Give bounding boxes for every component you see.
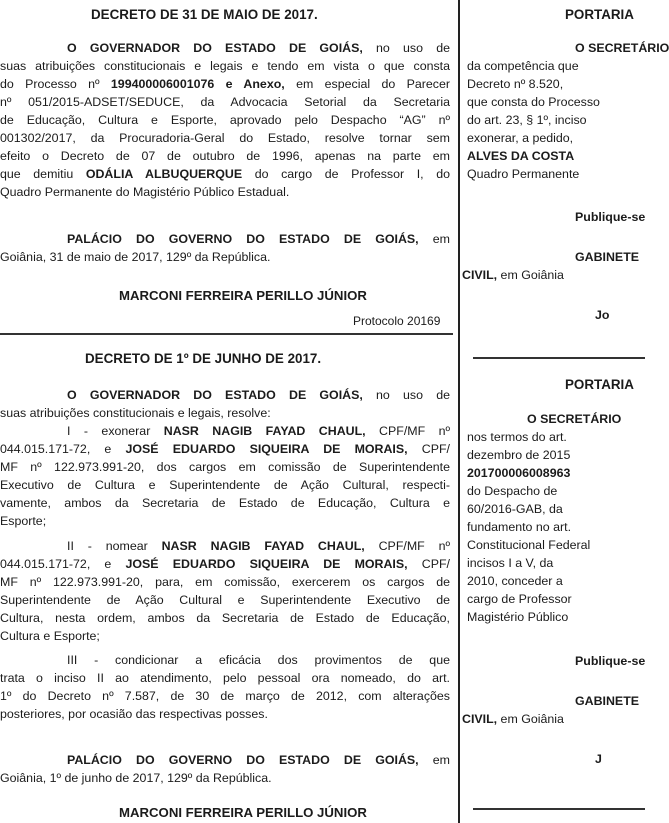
portaria1-civil: CIVIL, em Goiânia [462, 268, 564, 282]
portaria2-line-1: O SECRETÁRIO [527, 412, 622, 426]
portaria1-line-5: do art. 23, § 1º, inciso [467, 113, 587, 127]
decree2-item-i-line-5: vamente, ambos da Secretaria de Estado de Educação, Cultura e [0, 496, 450, 510]
decree2-title: DECRETO DE 1º DE JUNHO DE 2017. [85, 351, 322, 366]
portaria2-line-6: 60/2016-GAB, da [467, 502, 563, 516]
portaria1-line-8: Quadro Permanente [467, 167, 580, 181]
decree2-item-i-line-2: 044.015.171-72, e JOSÉ EDUARDO SIQUEIRA DE MORAIS, CPF/ [0, 442, 450, 456]
right-column [462, 0, 669, 823]
decree2-item-ii-line-1: II - nomear NASR NAGIB FAYAD CHAUL, CPF/MF nº [67, 539, 450, 553]
column-divider [458, 0, 460, 823]
decree2-item-ii-line-3: MF nº 122.973.991-20, para, em comissão, exercerem os cargos de [0, 575, 450, 589]
portaria2-line-5: do Despacho de [467, 484, 558, 498]
portaria1-line-6: exonerar, a pedido, [467, 131, 574, 145]
portaria2-signature: J [595, 752, 602, 766]
decree1-title: DECRETO DE 31 DE MAIO DE 2017. [91, 7, 318, 22]
decree1-line-4: nº 051/2015-ADSET/SEDUCE, da Advocacia Setorial da Secretaria [0, 95, 450, 109]
portaria1-line-7: ALVES DA COSTA [467, 149, 575, 163]
portaria1-line-3: Decreto nº 8.520, [467, 77, 564, 91]
section-separator [0, 333, 453, 335]
portaria1-gabinete: GABINETE [575, 250, 640, 264]
portaria2-line-3: dezembro de 2015 [467, 448, 571, 462]
portaria2-line-7: fundamento no art. [467, 520, 572, 534]
portaria2-line-4: 201700006008963 [467, 466, 571, 480]
decree1-protocol: Protocolo 20169 [353, 314, 441, 328]
right-separator-bottom [473, 808, 645, 810]
decree2-item-i-line-3: MF nº 122.973.991-20, dos cargos em comissão de Superintendente [0, 460, 450, 474]
decree1-palace: PALÁCIO DO GOVERNO DO ESTADO DE GOIÁS, em [67, 232, 450, 246]
portaria1-line-4: que consta do Processo [467, 95, 600, 109]
decree1-line-6: 001302/2017, da Procuradoria-Geral do Estado, resolve tornar sem [0, 131, 450, 145]
decree2-item-iii-line-1: III - condicionar a eficácia dos provimentos de que [67, 653, 450, 667]
portaria2-line-12: Magistério Público [467, 610, 569, 624]
portaria1-title: PORTARIA [565, 7, 634, 22]
right-separator [473, 357, 645, 359]
portaria2-title: PORTARIA [565, 377, 634, 392]
decree2-item-i-line-1: I - exonerar NASR NAGIB FAYAD CHAUL, CPF/MF nº [67, 424, 450, 438]
decree1-date: Goiânia, 31 de maio de 2017, 129º da República. [0, 250, 271, 264]
portaria2-line-8: Constitucional Federal [467, 538, 591, 552]
portaria1-line-1: O SECRETÁRIO [575, 41, 669, 55]
decree2-item-ii-line-2: 044.015.171-72, e JOSÉ EDUARDO SIQUEIRA DE MORAIS, CPF/ [0, 557, 450, 571]
portaria2-publique: Publique-se [575, 654, 646, 668]
decree1-line-5: de Educação, Cultura e Esporte, aprovado pelo Despacho “AG” nº [0, 113, 450, 127]
portaria1-publique: Publique-se [575, 210, 646, 224]
decree1-line-3: do Processo nº 199400006001076 e Anexo, em especial do Parecer [0, 77, 450, 91]
decree1-line-7: efeito o Decreto de 07 de outubro de 1996, apenas na parte em [0, 149, 450, 163]
decree2-item-ii-line-4: Superintendente de Ação Cultural e Superintendente Executivo de [0, 593, 450, 607]
portaria1-signature: Jo [595, 308, 610, 322]
portaria1-line-2: da competência que [467, 59, 579, 73]
decree2-line-2: suas atribuições constitucionais e legais, resolve: [0, 406, 271, 420]
decree2-signature: MARCONI FERREIRA PERILLO JÚNIOR [119, 805, 367, 820]
decree2-item-iii-line-4: posteriores, por ocasião das respectivas posses. [0, 707, 268, 721]
portaria2-line-2: nos termos do art. [467, 430, 567, 444]
decree1-line-2: suas atribuições constitucionais e legais e tendo em vista o que consta [0, 59, 450, 73]
decree2-palace: PALÁCIO DO GOVERNO DO ESTADO DE GOIÁS, em [67, 753, 450, 767]
portaria2-civil: CIVIL, em Goiânia [462, 712, 564, 726]
decree1-line-9: Quadro Permanente do Magistério Público Estadual. [0, 185, 290, 199]
decree2-item-ii-line-5: Cultura, nesta ordem, ambos da Secretaria de Estado de Educação, [0, 611, 450, 625]
portaria2-line-11: cargo de Professor [467, 592, 572, 606]
decree2-date: Goiânia, 1º de junho de 2017, 129º da República. [0, 771, 272, 785]
decree1-signature: MARCONI FERREIRA PERILLO JÚNIOR [119, 288, 367, 303]
decree2-item-iii-line-2: trata o inciso II ao atendimento, pelo pessoal ora nomeado, do art. [0, 671, 450, 685]
decree2-item-i-line-6: Esporte; [0, 514, 47, 528]
portaria2-line-10: 2010, conceder a [467, 574, 563, 588]
decree1-line-8: que demitiu ODÁLIA ALBUQUERQUE do cargo de Professor I, do [0, 167, 450, 181]
decree2-item-iii-line-3: 1º do Decreto nº 7.587, de 30 de março de 2012, com alterações [0, 689, 450, 703]
decree2-item-ii-line-6: Cultura e Esporte; [0, 629, 100, 643]
portaria2-gabinete: GABINETE [575, 694, 640, 708]
decree1-line-1: O GOVERNADOR DO ESTADO DE GOIÁS, no uso de [67, 41, 450, 55]
portaria2-line-9: incisos I a V, da [467, 556, 554, 570]
decree2-item-i-line-4: Executivo de Cultura e Superintendente de Ação Cultural, respecti- [0, 478, 450, 492]
decree2-line-1: O GOVERNADOR DO ESTADO DE GOIÁS, no uso de [67, 388, 450, 402]
